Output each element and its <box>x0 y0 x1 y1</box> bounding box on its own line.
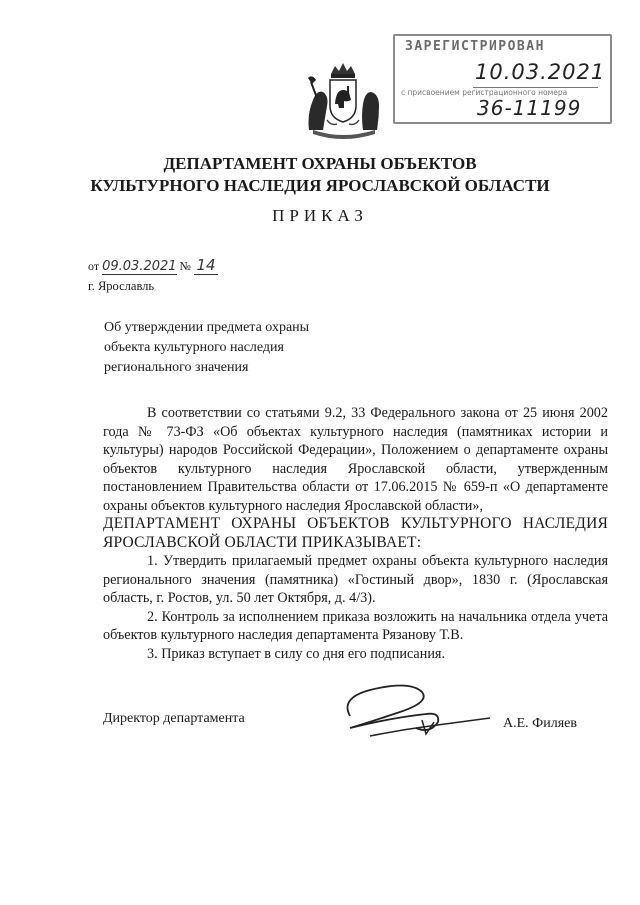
number-prefix: № <box>179 259 191 273</box>
order-subject <box>104 318 364 378</box>
coat-of-arms-icon <box>303 60 383 146</box>
stamp-number: 36-11199 <box>477 96 582 120</box>
order-item-2: 2. Контроль за исполнением приказа возложить на начальника отдела учета объектов культурного наследия департамента Рязанову Т.В. <box>103 608 608 643</box>
preamble-paragraph: В соответствии со статьями 9.2, 33 Федерального закона от 25 июня 2002 года № 73-ФЗ «Об объектах культурного наследия (памятниках истории и культуры) народов Российской Федерации», Положением о департаменте охраны объектов культурного наследия Ярославской области, утвержденным постановлением Правительства области от 17.06.2015 № 659-п «О департаменте охраны объектов культурного наследия Ярославской области», <box>103 405 608 514</box>
order-body <box>103 404 608 663</box>
document-type: ПРИКАЗ <box>272 206 368 225</box>
stamp-date: 10.03.2021 <box>475 60 606 84</box>
date-value: 09.03.2021 <box>102 259 177 274</box>
handwritten-signature-icon <box>330 678 500 748</box>
number-value: 14 <box>194 256 218 275</box>
stamp-title: ЗАРЕГИСТРИРОВАН <box>405 39 545 54</box>
orders-line: ДЕПАРТАМЕНТ ОХРАНЫ ОБЪЕКТОВ КУЛЬТУРНОГО НАСЛЕДИЯ ЯРОСЛАВСКОЙ ОБЛАСТИ ПРИКАЗЫВАЕТ: <box>103 515 608 551</box>
subject-line: Об утверждении предмета охраны <box>104 320 310 335</box>
date-number-row <box>88 256 218 275</box>
city: г. Ярославль <box>88 279 155 293</box>
stamp-subtitle: с присвоением регистрационного номера <box>401 88 568 97</box>
order-item-3: 3. Приказ вступает в силу со дня его подписания. <box>147 645 445 662</box>
subject-line: регионального значения <box>104 360 249 375</box>
registration-stamp <box>393 34 612 124</box>
order-item-1: 1. Утвердить прилагаемый предмет охраны объекта культурного наследия регионального значения (памятника) «Гостиный двор», 1830 г. (Ярославская область, г. Ростов, ул. 50 лет Октября, д. 4/3). <box>103 553 608 606</box>
date-prefix: от <box>88 259 100 273</box>
department-name-line1: ДЕПАРТАМЕНТ ОХРАНЫ ОБЪЕКТОВ <box>163 154 477 173</box>
signatory-name: А.Е. Филяев <box>503 716 577 731</box>
signatory-position: Директор департамента <box>103 711 245 726</box>
department-name-line2: КУЛЬТУРНОГО НАСЛЕДИЯ ЯРОСЛАВСКОЙ ОБЛАСТИ <box>90 176 550 195</box>
subject-line: объекта культурного наследия <box>104 340 284 355</box>
